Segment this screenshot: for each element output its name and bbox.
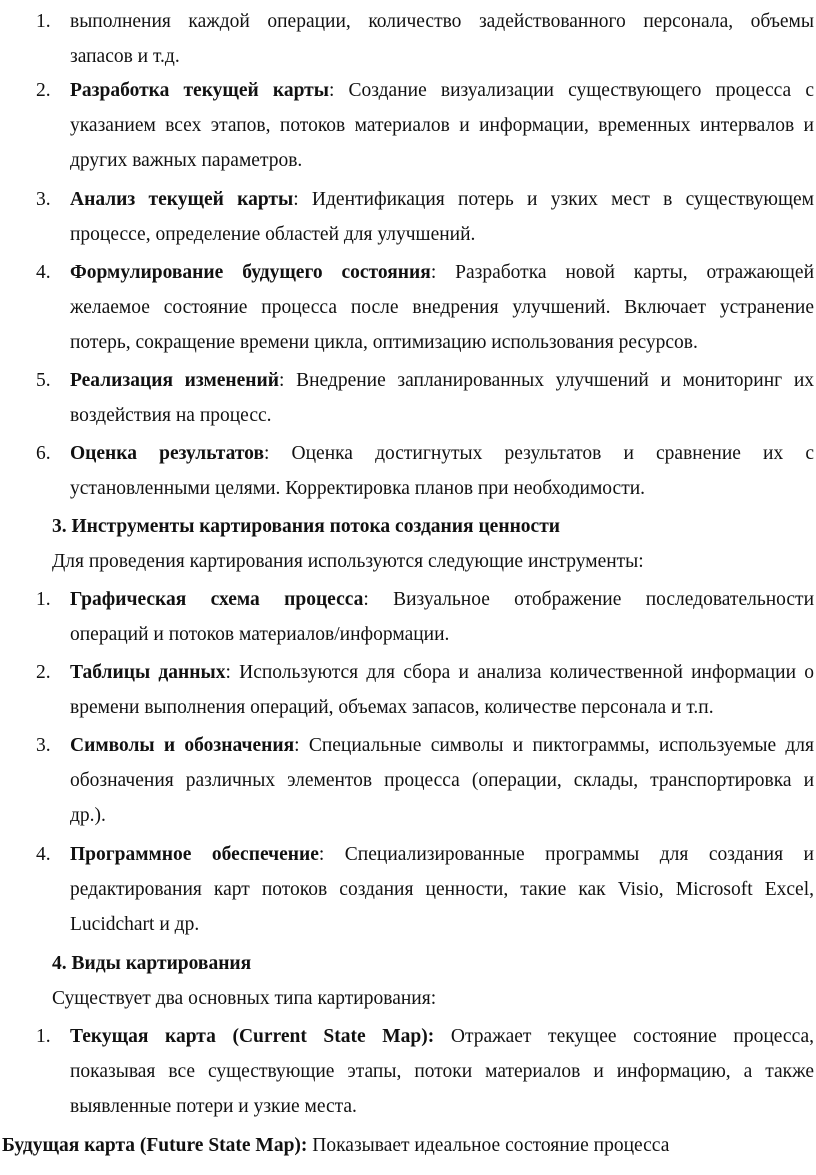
list-item-first-line bbox=[70, 843, 814, 867]
list-item-line: процессе, определение областей для улучшений. bbox=[70, 224, 476, 245]
list-item-line: обозначения различных элементов процесса (операции, склады, транспортировка и bbox=[70, 770, 814, 791]
list-item-line: операций и потоков материалов/информации. bbox=[70, 624, 450, 645]
list-item-text: : Внедрение запланированных улучшений и мониторинг их bbox=[279, 370, 815, 391]
list-item-text: : Оценка достигнутых результатов и сравнение их с bbox=[263, 443, 814, 464]
list-item-term: Формулирование будущего состояния bbox=[70, 262, 431, 283]
final-line bbox=[2, 1134, 669, 1158]
list-item-line: Lucidchart и др. bbox=[70, 914, 200, 935]
list-item-text: : Разработка новой карты, отражающей bbox=[430, 262, 814, 283]
list-item-first-line bbox=[70, 188, 814, 212]
list-number: 6. bbox=[36, 443, 51, 464]
list-item-line: времени выполнения операций, объемах запасов, количестве персонала и т.п. bbox=[70, 697, 714, 718]
list-number: 4. bbox=[36, 844, 51, 865]
list-item-line: редактирования карт потоков создания ценности, такие как Visio, Microsoft Excel, bbox=[70, 879, 814, 900]
list-item-line: запасов и т.д. bbox=[70, 46, 180, 67]
list-number: 2. bbox=[36, 662, 51, 683]
list-item-line: показывая все существующие этапы, потоки материалов и информацию, а также bbox=[70, 1061, 814, 1082]
list-number: 3. bbox=[36, 735, 51, 756]
list-item-term: Разработка текущей карты bbox=[70, 80, 329, 101]
list-item-line: выявленные потери и узкие места. bbox=[70, 1096, 357, 1117]
section-intro: Для проведения картирования используются следующие инструменты: bbox=[52, 551, 644, 572]
final-text: Показывает идеальное состояние процесса bbox=[307, 1135, 670, 1156]
section-heading: 4. Виды картирования bbox=[52, 953, 252, 974]
list-number: 3. bbox=[36, 189, 51, 210]
list-number: 1. bbox=[36, 1026, 51, 1047]
list-item-line: желаемое состояние процесса после внедрения улучшений. Включает устранение bbox=[70, 297, 814, 318]
list-item-first-line bbox=[70, 79, 814, 103]
list-item-line: других важных параметров. bbox=[70, 150, 303, 171]
list-item-term: Текущая карта (Current State Map): bbox=[70, 1026, 435, 1047]
list-number: 5. bbox=[36, 370, 51, 391]
list-item-line: указанием всех этапов, потоков материалов и информации, временных интервалов и bbox=[70, 115, 814, 136]
list-item-text: : Создание визуализации существующего процесса с bbox=[328, 80, 814, 101]
list-item-term: Таблицы данных bbox=[70, 662, 226, 683]
list-item-text: Отражает текущее состояние процесса, bbox=[434, 1026, 814, 1047]
list-item-first-line bbox=[70, 261, 814, 285]
list-item-term: Символы и обозначения bbox=[70, 735, 295, 756]
list-item-term: Оценка результатов bbox=[70, 443, 264, 464]
list-number: 4. bbox=[36, 262, 51, 283]
list-item-term: Анализ текущей карты bbox=[70, 189, 294, 210]
list-number: 1. bbox=[36, 589, 51, 610]
list-item-text: : Специализированные программы для создания и bbox=[318, 844, 814, 865]
list-item-first-line bbox=[70, 588, 814, 612]
list-item-line: потерь, сокращение времени цикла, оптимизацию использования ресурсов. bbox=[70, 332, 698, 353]
list-item-text: : Специальные символы и пиктограммы, используемые для bbox=[294, 735, 814, 756]
list-item-first-line bbox=[70, 734, 814, 758]
list-item-first-line bbox=[70, 1025, 814, 1049]
list-item-line: выполнения каждой операции, количество задействованного персонала, объемы bbox=[70, 11, 814, 32]
list-number: 1. bbox=[36, 11, 51, 32]
list-item-first-line bbox=[70, 442, 814, 466]
list-item-text: : Используются для сбора и анализа количественной информации о bbox=[225, 662, 814, 683]
list-item-text: : Визуальное отображение последовательности bbox=[363, 589, 815, 610]
list-item-line: установленными целями. Корректировка планов при необходимости. bbox=[70, 478, 646, 499]
list-item-term: Графическая схема процесса bbox=[70, 589, 364, 610]
list-item-line: воздействия на процесс. bbox=[70, 405, 272, 426]
list-item-term: Программное обеспечение bbox=[70, 844, 319, 865]
list-item-text: : Идентификация потерь и узких мест в существующем bbox=[293, 189, 814, 210]
list-number: 2. bbox=[36, 80, 51, 101]
list-item-first-line bbox=[70, 369, 814, 393]
list-item-term: Реализация изменений bbox=[70, 370, 279, 391]
list-item-first-line bbox=[70, 661, 814, 685]
final-term: Будущая карта (Future State Map): bbox=[2, 1135, 308, 1156]
section-heading: 3. Инструменты картирования потока создания ценности bbox=[52, 516, 561, 537]
list-item-line: др.). bbox=[70, 805, 106, 826]
section-intro: Существует два основных типа картирования: bbox=[52, 988, 437, 1009]
